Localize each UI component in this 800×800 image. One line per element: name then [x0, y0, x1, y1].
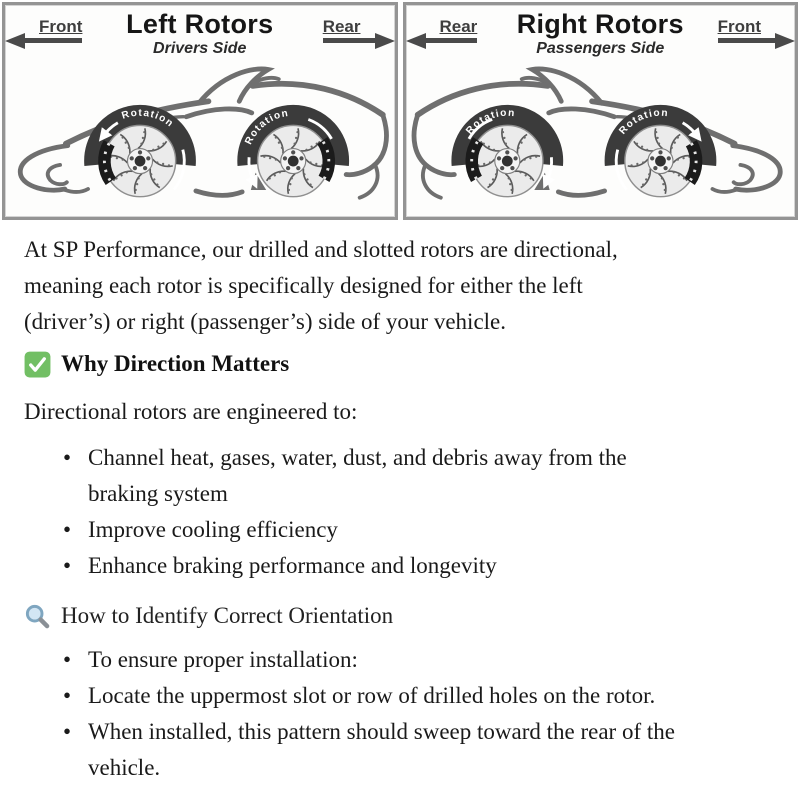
panel-subtitle: Passengers Side	[536, 40, 665, 57]
why-direction-matters-heading	[24, 346, 776, 382]
benefits-list	[24, 440, 776, 584]
orientation-steps-list	[24, 642, 776, 786]
panel-title: Left Rotors	[126, 9, 274, 39]
rotation-label: Rotation	[243, 107, 290, 147]
list-item	[24, 714, 776, 786]
right-rotors-panel	[403, 2, 799, 220]
car-sketch-left-side	[5, 57, 395, 215]
list-item	[24, 440, 776, 512]
left-rotors-panel	[2, 2, 398, 220]
direction-label: Rear	[322, 17, 361, 36]
list-item	[24, 642, 776, 678]
list-item-line: • Enhance braking performance and longevity	[88, 553, 497, 578]
arrow-left-icon	[406, 33, 426, 49]
arrow-right-icon	[775, 33, 795, 49]
car-sketch-right-side	[406, 57, 796, 215]
rotation-label: Rotation	[120, 107, 176, 130]
panel-subtitle: Drivers Side	[153, 40, 247, 57]
intro-paragraph	[24, 232, 776, 340]
intro-line: (driver’s) or right (passenger’s) side of your vehicle.	[24, 309, 507, 334]
direction-label: Rear	[439, 17, 478, 36]
rear-direction-arrow	[323, 18, 361, 35]
intro-line: At SP Performance, our drilled and slotted rotors are directional,	[24, 237, 618, 262]
list-item-line: • To ensure proper installation:	[88, 647, 358, 672]
list-item	[24, 678, 776, 714]
rotation-label: Rotation	[463, 107, 516, 137]
identify-orientation-heading	[24, 598, 776, 634]
rear-direction-arrow	[440, 18, 478, 35]
check-mark-emoji-icon	[24, 351, 51, 378]
rotor-direction-diagram	[0, 0, 800, 220]
car-silhouette	[20, 69, 386, 198]
list-item	[24, 512, 776, 548]
front-direction-arrow	[718, 18, 761, 35]
front-direction-arrow	[39, 18, 82, 35]
heading-text: Why Direction Matters	[61, 351, 290, 376]
direction-label: Front	[717, 17, 761, 36]
list-item-line: braking system	[88, 481, 228, 506]
list-item-line: • Improve cooling efficiency	[88, 517, 338, 542]
list-item-line: vehicle.	[88, 755, 161, 780]
direction-label: Front	[39, 17, 83, 36]
intro-line: meaning each rotor is specifically designed for either the left	[24, 273, 583, 298]
list-item-line: • When installed, this pattern should sweep toward the rear of the	[88, 719, 675, 744]
arrow-right-icon	[375, 33, 395, 49]
article-body	[0, 232, 800, 786]
list-item	[24, 548, 776, 584]
lead-sentence: Directional rotors are engineered to:	[24, 399, 358, 424]
list-item-line: • Channel heat, gases, water, dust, and debris away from the	[88, 445, 627, 470]
heading-text: How to Identify Correct Orientation	[61, 603, 394, 628]
arrow-left-icon	[5, 33, 25, 49]
panel-title: Right Rotors	[516, 9, 684, 39]
rotation-label: Rotation	[616, 107, 669, 137]
magnifying-glass-emoji-icon	[24, 603, 51, 630]
list-item-line: • Locate the uppermost slot or row of drilled holes on the rotor.	[88, 683, 656, 708]
